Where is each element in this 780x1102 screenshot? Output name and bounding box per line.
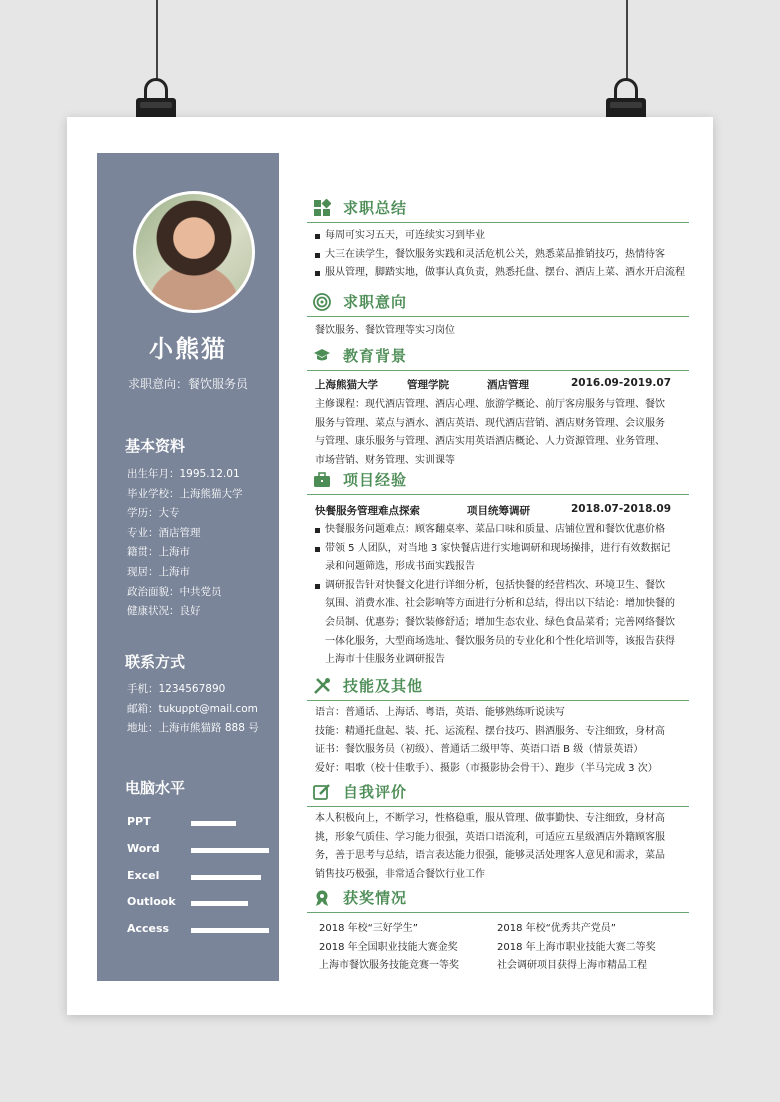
- education-period: 2016.09-2019.07: [571, 377, 672, 389]
- section-skills: [307, 675, 689, 701]
- section-title: 求职意向: [343, 293, 408, 311]
- contact-list: [127, 680, 259, 739]
- project-role: 项目统筹调研: [467, 505, 530, 517]
- hanging-wire-left: [156, 0, 158, 80]
- list-item: 大三在读学生，餐饮服务实践和灵活危机公关，熟悉菜品推销技巧，热情待客: [315, 246, 687, 265]
- computer-skill-row: [127, 922, 277, 942]
- contact-phone: 手机：1234567890: [127, 683, 226, 695]
- graduation-cap-icon: [313, 347, 331, 365]
- project-period: 2018.07-2018.09: [571, 503, 672, 515]
- section-project: [307, 469, 689, 495]
- resume-paper: [67, 117, 713, 1015]
- target-icon: [313, 293, 331, 311]
- computer-skill-level-bar: [191, 875, 261, 880]
- basic-info-item: 毕业学校：上海熊猫大学: [127, 487, 243, 500]
- grid-icon: [313, 199, 331, 217]
- section-awards: [307, 887, 689, 913]
- section-self-evaluation: [307, 781, 689, 807]
- computer-skill-row: [127, 815, 277, 835]
- awards-row: 上海市餐饮服务技能竞赛一等奖 社会调研项目获得上海市精品工程: [319, 960, 647, 972]
- section-title: 技能及其他: [343, 677, 424, 695]
- basic-info-item: 政治面貌：中共党员: [127, 585, 222, 598]
- project-list: [315, 521, 687, 670]
- contact-email: 邮箱：tukuppt@mail.com: [127, 702, 258, 715]
- computer-skill-name: PPT: [127, 815, 151, 828]
- section-title: 求职总结: [343, 199, 408, 217]
- computer-skill-row: [127, 842, 277, 862]
- list-item: 语言：普通话、上海话、粤语，英语、能够熟练听说读写: [315, 707, 565, 718]
- section-title: 获奖情况: [343, 889, 408, 907]
- list-item: 每周可实习五天，可连续实习到毕业: [315, 227, 687, 246]
- profile-photo: [133, 191, 255, 313]
- briefcase-icon: [313, 471, 331, 489]
- basic-info-item: 专业：酒店管理: [127, 526, 201, 539]
- basic-info-item: 现居：上海市: [127, 565, 190, 578]
- list-item: 爱好：唱歌（校十佳歌手）、摄影（市摄影协会骨干）、跑步（半马完成 3 次）: [315, 762, 658, 774]
- major-name: 酒店管理: [487, 379, 529, 391]
- section-title: 教育背景: [343, 347, 408, 365]
- awards-row: 2018 年校“三好学生” 2018 年校“优秀共产党员”: [319, 923, 616, 934]
- computer-skill-name: Word: [127, 841, 160, 855]
- contact-address: 地址：上海市熊猫路 888 号: [127, 722, 259, 735]
- section-education: [307, 345, 689, 371]
- job-intent: 求职意向：餐饮服务员: [127, 377, 248, 391]
- section-objective: [307, 291, 689, 317]
- edit-icon: [313, 783, 331, 801]
- list-item: 调研报告针对快餐文化进行详细分析，包括快餐的经营档次、环境卫生、餐饮 氛围、消费水准、社会影响等方面进行分析和总结，得出以下结论：增加快餐的 会员制、优惠券；餐饮装修舒适；增加生态农业、绿色食品菜肴；完善网络餐饮 一体化服务，大型商场选址、餐饮服务员的专业化和个性化培训等，该报告获得 上海市十佳服务业调研报告: [315, 577, 687, 670]
- basic-info-item: 出生年月：1995.12.01: [127, 468, 240, 480]
- computer-skill-level-bar: [191, 928, 269, 933]
- hanging-wire-right: [626, 0, 628, 80]
- basic-info-title: 基本资料: [125, 437, 186, 455]
- contact-title: 联系方式: [125, 653, 186, 671]
- computer-skills-title: 电脑水平: [125, 779, 186, 797]
- objective-text: 餐饮服务、餐饮管理等实习岗位: [315, 325, 455, 336]
- candidate-name: 小熊猫: [149, 335, 227, 363]
- awards-list: [319, 920, 689, 976]
- computer-skill-name: Access: [127, 922, 170, 936]
- computer-skill-level-bar: [191, 848, 269, 853]
- courses-text: 主修课程：现代酒店管理、酒店心理、旅游学概论、前厅客房服务与管理、餐饮 服务与管理、菜点与酒水、酒店英语、现代酒店营销、酒店财务管理、会议服务 与管理、康乐服务与管理、酒店实用英语酒店概论、人力资源管理、业务管理、 市场营销、财务管理、实训课等: [315, 399, 665, 466]
- college-name: 管理学院: [407, 379, 449, 391]
- list-item: 服从管理，脚踏实地，做事认真负责，熟悉托盘、摆台、酒店上菜、酒水开启流程: [315, 264, 687, 283]
- computer-skill-level-bar: [191, 821, 236, 826]
- section-title: 自我评价: [343, 783, 408, 801]
- basic-info-item: 学历：大专: [127, 507, 180, 520]
- summary-list: [315, 227, 687, 283]
- computer-skill-name: Excel: [127, 868, 160, 882]
- self-evaluation-text: 本人积极向上，不断学习，性格稳重，服从管理、做事勤快、专注细致，身材高 挑，形象气质佳、学习能力很强，英语口语流利，可适应五星级酒店外籍顾客服 务，善于思考与总结，语言表达能力很强，能够灵活处理客人意见和需求，菜品 销售技巧极强，非常适合餐饮行业工作: [315, 813, 665, 880]
- list-item: 带领 5 人团队，对当地 3 家快餐店进行实地调研和现场操排，进行有效数据记 录和问题筛选，形成书面实践报告: [315, 540, 687, 577]
- school-name: 上海熊猫大学: [315, 379, 378, 391]
- computer-skill-row: [127, 869, 277, 889]
- basic-info-item: 籍贯：上海市: [127, 546, 190, 559]
- section-summary: [307, 197, 689, 223]
- project-name: 快餐服务管理难点探索: [315, 505, 420, 517]
- award-ribbon-icon: [313, 889, 331, 907]
- list-item: 技能：精通托盘起、装、托、运流程、摆台技巧、斟酒服务、专注细致，身材高: [315, 725, 665, 737]
- computer-skill-name: Outlook: [127, 895, 176, 909]
- section-title: 项目经验: [343, 471, 408, 489]
- computer-skill-row: [127, 895, 277, 915]
- tools-icon: [313, 677, 331, 695]
- computer-skill-level-bar: [191, 901, 248, 906]
- basic-info-item: 健康状况：良好: [127, 605, 201, 618]
- skills-list: [315, 704, 687, 778]
- list-item: 快餐服务问题难点：顾客翻桌率、菜品口味和质量、店铺位置和餐饮优惠价格: [315, 521, 687, 540]
- sidebar: [97, 153, 279, 981]
- list-item: 证书：餐饮服务员（初级）、普通话二级甲等、英语口语 B 级（情景英语）: [315, 744, 644, 756]
- basic-info-list: [127, 465, 243, 622]
- awards-row: 2018 年全国职业技能大赛金奖 2018 年上海市职业技能大赛二等奖: [319, 941, 656, 953]
